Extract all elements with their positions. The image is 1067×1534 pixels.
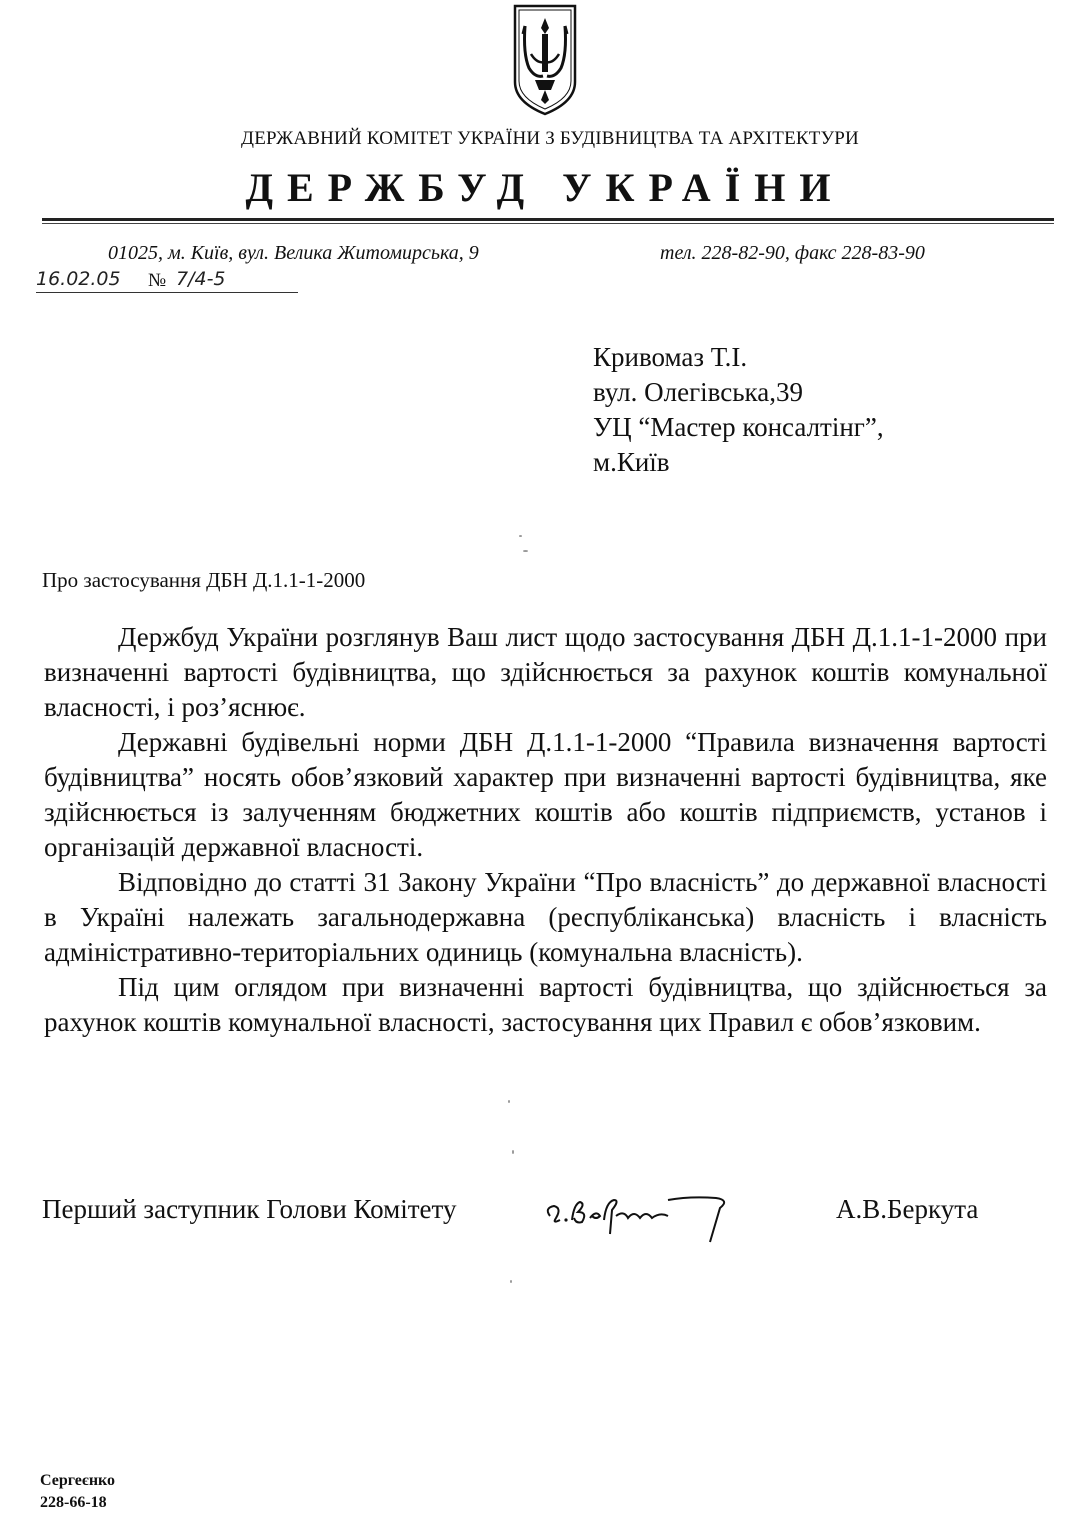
body-paragraph: Під цим оглядом при визначенні вартості будівництва, що здійснюється за рахунок коштів комунальної власності, застосування цих Правил є обов’язковим. <box>44 972 1047 1037</box>
recipient-block <box>593 340 884 480</box>
organization-contacts: тел. 228-82-90, факс 228-83-90 <box>660 242 925 264</box>
registration-underline <box>36 292 298 293</box>
recipient-name: Кривомаз Т.І. <box>593 342 748 372</box>
performer-block <box>40 1470 115 1514</box>
trident-emblem-icon <box>511 4 579 116</box>
scan-speck <box>512 1150 514 1154</box>
letterhead-rule-thin <box>42 223 1054 224</box>
performer-name: Сергеєнко <box>40 1472 116 1489</box>
registration-number-label: № <box>148 270 167 291</box>
handwritten-signature <box>540 1186 740 1246</box>
registration-line <box>36 268 298 294</box>
scan-speck <box>519 535 522 537</box>
letterhead-rule <box>42 218 1054 221</box>
letter-subject: Про застосування ДБН Д.1.1-1-2000 <box>42 568 366 592</box>
recipient-city: м.Київ <box>593 447 670 477</box>
organization-name: ДЕРЖАВНИЙ КОМІТЕТ УКРАЇНИ З БУДІВНИЦТВА ТА АРХІТЕКТУРИ <box>241 128 859 149</box>
performer-phone: 228-66-18 <box>40 1494 107 1511</box>
registration-number: 7/4-5 <box>176 268 226 290</box>
signatory-title: Перший заступник Голови Комітету <box>42 1194 457 1224</box>
recipient-street: вул. Олегівська,39 <box>593 377 803 407</box>
scan-speck <box>510 1280 512 1283</box>
organization-address: 01025, м. Київ, вул. Велика Житомирська, 9 <box>108 242 479 264</box>
signatory-name: А.В.Беркута <box>836 1194 979 1224</box>
letterhead-brand: ДЕРЖБУД УКРАЇНИ <box>245 165 845 210</box>
registration-date: 16.02.05 <box>36 268 121 290</box>
scan-speck <box>523 550 528 552</box>
letter-body <box>44 620 1047 1040</box>
scan-speck <box>508 1100 510 1103</box>
body-paragraph: Держбуд України розглянув Ваш лист щодо застосування ДБН Д.1.1-1-2000 при визначенні вартості будівництва, що здійснюється за рахунок коштів комунальної власності, і роз’яснює. <box>44 622 1047 722</box>
recipient-organization: УЦ “Мастер консалтінг”, <box>593 412 884 442</box>
body-paragraph: Відповідно до статті 31 Закону України “Про власність” до державної власності в Україні належать загальнодержавна (республіканська) власність і власність адміністративно-територіальних одиниць (комунальна власність). <box>44 867 1047 967</box>
body-paragraph: Державні будівельні норми ДБН Д.1.1-1-2000 “Правила визначення вартості будівництва” носять обов’язковий характер при визначенні вартості будівництва, яке здійснюється із залученням бюджетних коштів або коштів підприємств, установ і організацій державної власності. <box>44 727 1047 862</box>
